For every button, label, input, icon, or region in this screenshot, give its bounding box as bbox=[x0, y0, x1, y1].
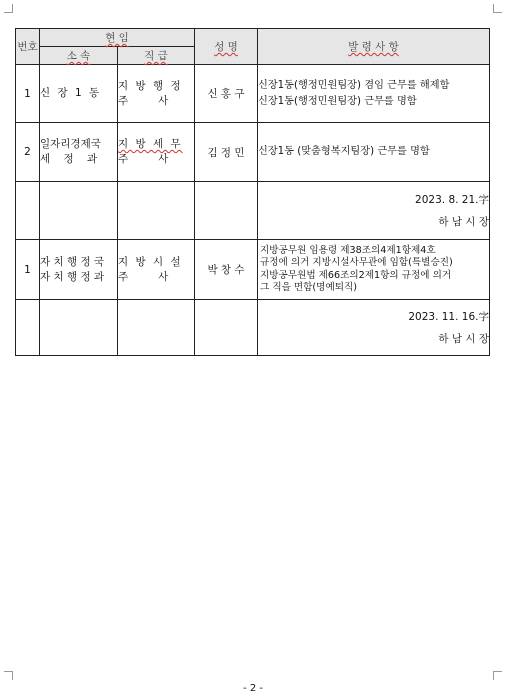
signoff-authority: 하 남 시 장 bbox=[438, 332, 489, 345]
order-cell bbox=[258, 123, 490, 182]
rank-cell bbox=[118, 65, 195, 123]
order-line: 신장1동(행정민원팀장) 근무를 명함 bbox=[258, 95, 417, 107]
name-cell: 박 창 수 bbox=[195, 240, 258, 300]
rank-line: 주 사 bbox=[118, 270, 169, 283]
header-no: 번호 bbox=[16, 29, 40, 65]
signoff-authority: 하 남 시 장 bbox=[438, 215, 489, 228]
rank-line: 지 방 시 설 bbox=[118, 255, 183, 268]
order-line: 지방공무원 임용령 제38조의4제1항제4호 bbox=[260, 244, 436, 256]
header-row bbox=[16, 29, 490, 47]
affiliation-cell bbox=[40, 123, 118, 182]
signoff-cell bbox=[258, 182, 490, 240]
affiliation-cell bbox=[40, 65, 118, 123]
signoff-cell bbox=[258, 300, 490, 356]
order-line: 신장1동(행정민원팀장) 겸임 근무를 해제함 bbox=[258, 79, 450, 91]
row-number: 2 bbox=[16, 123, 40, 182]
header-name: 성 명 bbox=[195, 29, 258, 65]
signoff-date: 2023. 11. 16.字 bbox=[408, 310, 489, 323]
rank-line: 주 사 bbox=[118, 94, 169, 107]
signoff-row bbox=[16, 182, 490, 240]
rank-cell bbox=[118, 240, 195, 300]
crop-mark-top-left bbox=[4, 4, 13, 13]
page-number: - 2 - bbox=[243, 683, 263, 694]
header-affiliation: 소 속 bbox=[40, 47, 118, 65]
name-cell: 신 홍 구 bbox=[195, 65, 258, 123]
name-cell: 김 정 민 bbox=[195, 123, 258, 182]
rank-cell bbox=[118, 123, 195, 182]
affiliation-line: 세 정 과 bbox=[40, 153, 98, 165]
row-number: 1 bbox=[16, 65, 40, 123]
header-order: 발 령 사 항 bbox=[258, 29, 490, 65]
header-current: 현 임 bbox=[40, 29, 195, 47]
order-cell bbox=[258, 65, 490, 123]
affiliation-cell bbox=[40, 240, 118, 300]
rank-line: 주 사 bbox=[118, 153, 169, 165]
order-cell bbox=[258, 240, 490, 300]
order-line: 신장1동 (맞춤형복지팀장) 근무를 명함 bbox=[258, 146, 430, 157]
order-line: 그 직을 면함(명예퇴직) bbox=[260, 282, 357, 293]
order-line: 지방공무원법 제66조의2제1항의 규정에 의거 bbox=[260, 269, 452, 281]
signoff-date: 2023. 8. 21.字 bbox=[415, 193, 489, 206]
table-row bbox=[16, 65, 490, 123]
order-line: 규정에 의거 지방시설사무관에 임함(특별승진) bbox=[260, 257, 453, 268]
crop-mark-bottom-left bbox=[4, 671, 13, 680]
rank-line: 지 방 행 정 bbox=[118, 79, 183, 92]
rank-line: 지 방 세 무 bbox=[118, 138, 183, 150]
affiliation-line: 자 치 행 정 과 bbox=[40, 270, 105, 283]
appointment-table bbox=[15, 28, 490, 356]
affiliation-line: 신 장 1 동 bbox=[40, 87, 102, 99]
table-row bbox=[16, 123, 490, 182]
affiliation-line: 자 치 행 정 국 bbox=[40, 255, 105, 268]
crop-mark-bottom-right bbox=[493, 671, 502, 680]
crop-mark-top-right bbox=[493, 4, 502, 13]
table-row bbox=[16, 240, 490, 300]
affiliation-line: 일자리경제국 bbox=[40, 138, 101, 150]
header-rank: 직 급 bbox=[118, 47, 195, 65]
signoff-row bbox=[16, 300, 490, 356]
row-number: 1 bbox=[16, 240, 40, 300]
